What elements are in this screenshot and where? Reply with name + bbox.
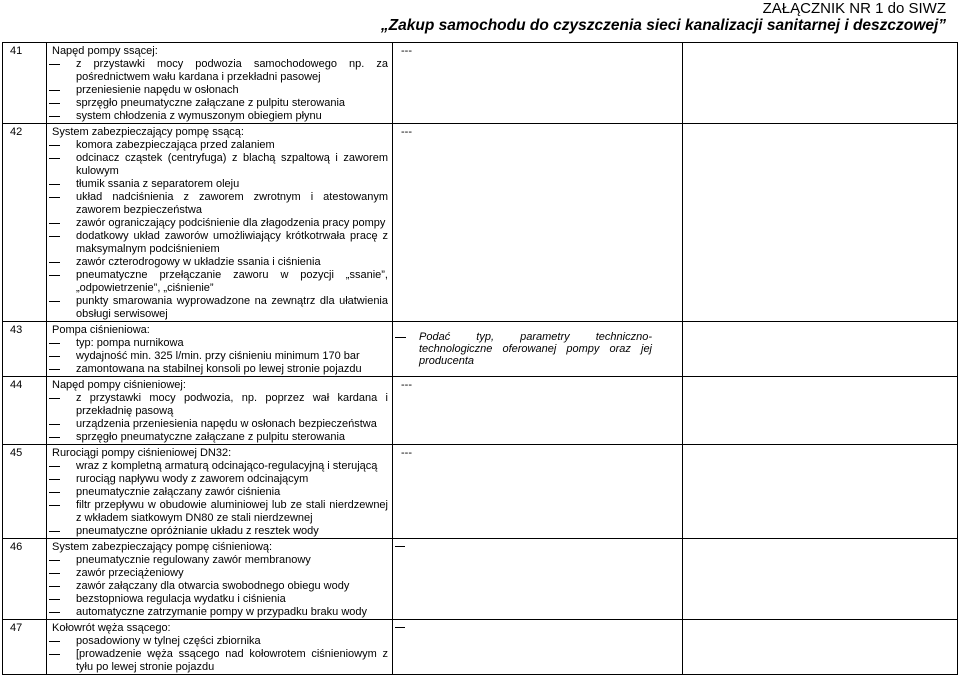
- requirement-item: typ: pompa nurnikowa: [47, 337, 388, 350]
- row-response: [393, 539, 683, 620]
- table-row: [3, 43, 958, 124]
- row-number: 45: [3, 445, 47, 539]
- requirement-item: zawór przeciążeniowy: [47, 567, 388, 580]
- row-description: [47, 43, 393, 124]
- row-description: [47, 377, 393, 445]
- offer-cell[interactable]: [683, 322, 958, 377]
- requirement-item: [prowadzenie węża ssącego nad kołowrotem ciśnieniowym z tyłu po lewej stronie pojazdu: [47, 648, 388, 674]
- requirement-item: sprzęgło pneumatyczne załączane z pulpitu sterowania: [47, 97, 388, 110]
- row-description: [47, 124, 393, 322]
- annex-title: ZAŁĄCZNIK NR 1 do SIWZ: [762, 0, 946, 17]
- requirement-item: dodatkowy układ zaworów umożliwiający krótkotrwała pracę z maksymalnym podciśnieniem: [47, 230, 388, 256]
- requirement-list: [47, 139, 392, 321]
- table-row: [3, 124, 958, 322]
- requirement-item: pneumatyczne przełączanie zaworu w pozycji „ssanie”, „odpowietrzenie”, „ciśnienie”: [47, 269, 388, 295]
- row-description: [47, 322, 393, 377]
- requirement-list: [47, 460, 392, 538]
- row-description: [47, 539, 393, 620]
- requirement-item: bezstopniowa regulacja wydatku i ciśnienia: [47, 593, 388, 606]
- requirement-list: [47, 58, 392, 123]
- requirement-item: układ nadciśnienia z zaworem zwrotnym i atestowanym zaworem bezpieczeństwa: [47, 191, 388, 217]
- table-row: [3, 620, 958, 675]
- row-number: 41: [3, 43, 47, 124]
- specification-table: [2, 42, 958, 675]
- requirement-item: pneumatycznie załączany zawór ciśnienia: [47, 486, 388, 499]
- requirement-item: wydajność min. 325 l/min. przy ciśnieniu minimum 170 bar: [47, 350, 388, 363]
- table-row: [3, 322, 958, 377]
- row-description: [47, 445, 393, 539]
- row-response: [393, 124, 683, 322]
- requirement-item: tłumik ssania z separatorem oleju: [47, 178, 388, 191]
- requirement-item: z przystawki mocy podwozia, np. poprzez wał kardana i przekładnię pasową: [47, 392, 388, 418]
- dash-marker: [393, 539, 682, 552]
- offer-cell[interactable]: [683, 445, 958, 539]
- requirement-list: [47, 337, 392, 376]
- row-title: Pompa ciśnieniowa:: [52, 324, 150, 336]
- offer-cell[interactable]: [683, 539, 958, 620]
- requirement-item: z przystawki mocy podwozia samochodowego np. za pośrednictwem wału kardana i przekładni pasowej: [47, 58, 388, 84]
- offer-cell[interactable]: [683, 43, 958, 124]
- requirement-item: wraz z kompletną armaturą odcinająco-regulacyjną i sterującą: [47, 460, 388, 473]
- response-text: ---: [401, 447, 412, 459]
- requirement-item: odcinacz cząstek (centryfuga) z blachą szpaltową i zaworem kulowym: [47, 152, 388, 178]
- requirement-item: pneumatyczne opróżnianie układu z resztek wody: [47, 525, 388, 538]
- row-title: Napęd pompy ssącej:: [52, 45, 158, 57]
- requirement-item: rurociąg napływu wody z zaworem odcinającym: [47, 473, 388, 486]
- requirement-item: przeniesienie napędu w osłonach: [47, 84, 388, 97]
- requirement-item: automatyczne zatrzymanie pompy w przypadku braku wody: [47, 606, 388, 619]
- requirement-item: zawór czterodrogowy w układzie ssania i ciśnienia: [47, 256, 388, 269]
- requirement-item: punkty smarowania wyprowadzone na zewnątrz dla ułatwienia obsługi serwisowej: [47, 295, 388, 321]
- offer-cell[interactable]: [683, 620, 958, 675]
- response-text: ---: [401, 45, 412, 57]
- requirement-item: zawór załączany dla otwarcia swobodnego obiegu wody: [47, 580, 388, 593]
- requirement-item: filtr przepływu w obudowie aluminiowej lub ze stali nierdzewnej z wkładem siatkowym DN80 ze stali nierdzewnej: [47, 499, 388, 525]
- row-number: 42: [3, 124, 47, 322]
- requirement-item: urządzenia przeniesienia napędu w osłonach bezpieczeństwa: [47, 418, 388, 431]
- requirement-item: komora zabezpieczająca przed zalaniem: [47, 139, 388, 152]
- row-response: [393, 620, 683, 675]
- table-row: [3, 377, 958, 445]
- row-number: 47: [3, 620, 47, 675]
- requirement-item: posadowiony w tylnej części zbiornika: [47, 635, 388, 648]
- row-response: [393, 377, 683, 445]
- requirement-item: system chłodzenia z wymuszonym obiegiem płynu: [47, 110, 388, 123]
- row-number: 43: [3, 322, 47, 377]
- row-response: [393, 445, 683, 539]
- requirement-item: sprzęgło pneumatyczne załączane z pulpitu sterowania: [47, 431, 388, 444]
- response-text: ---: [401, 379, 412, 391]
- requirement-list: [47, 635, 392, 674]
- row-title: Rurociągi pompy ciśnieniowej DN32:: [52, 447, 232, 459]
- row-number: 46: [3, 539, 47, 620]
- requirement-item: pneumatycznie regulowany zawór membranowy: [47, 554, 388, 567]
- document-subtitle: „Zakup samochodu do czyszczenia sieci kanalizacji sanitarnej i deszczowej”: [380, 17, 946, 34]
- row-response: [393, 322, 683, 377]
- requirement-list: [47, 392, 392, 444]
- offer-cell[interactable]: [683, 377, 958, 445]
- response-text: ---: [401, 126, 412, 138]
- row-response: [393, 43, 683, 124]
- table-row: [3, 445, 958, 539]
- table-row: [3, 539, 958, 620]
- response-note: Podać typ, parametry techniczno-technologiczne oferowanej pompy oraz jej producenta: [393, 331, 682, 367]
- requirement-item: zawór ograniczający podciśnienie dla złagodzenia pracy pompy: [47, 217, 388, 230]
- offer-cell[interactable]: [683, 124, 958, 322]
- row-title: Napęd pompy ciśnieniowej:: [52, 379, 186, 391]
- document-header: [381, 0, 946, 34]
- row-title: System zabezpieczający pompę ssącą:: [52, 126, 244, 138]
- row-title: Kołowrót węża ssącego:: [52, 622, 171, 634]
- requirement-list: [47, 554, 392, 619]
- dash-marker: [393, 620, 682, 633]
- row-title: System zabezpieczający pompę ciśnieniową:: [52, 541, 273, 553]
- requirement-item: zamontowana na stabilnej konsoli po lewej stronie pojazdu: [47, 363, 388, 376]
- specification-body: [3, 43, 958, 675]
- row-description: [47, 620, 393, 675]
- row-number: 44: [3, 377, 47, 445]
